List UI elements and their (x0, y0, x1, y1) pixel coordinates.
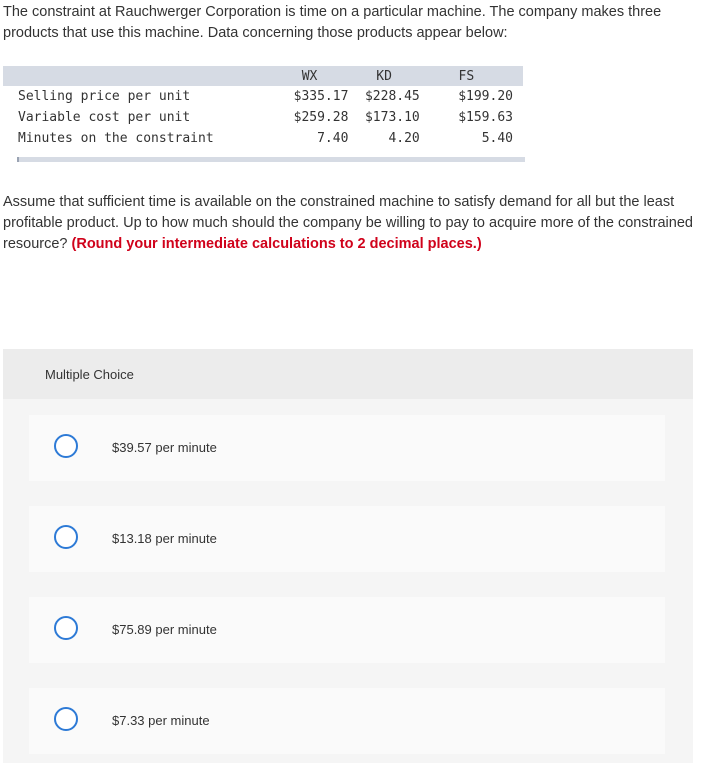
radio-button-icon[interactable] (54, 434, 78, 458)
row-label-minutes: Minutes on the constraint (18, 131, 214, 146)
table-header-kd: KD (376, 68, 392, 84)
table-header-blank (3, 66, 271, 86)
multiple-choice-header (3, 349, 693, 399)
answer-option-2[interactable] (29, 506, 665, 572)
answer-option-1[interactable] (29, 415, 665, 481)
cell-value: $335.17 (293, 89, 349, 104)
answer-option-label: $39.57 per minute (112, 440, 217, 455)
cell-value: 4.20 (388, 131, 420, 146)
answer-option-label: $13.18 per minute (112, 531, 217, 546)
product-data-table (3, 66, 523, 149)
table-row (3, 128, 523, 149)
cell-value: 5.40 (481, 131, 513, 146)
answer-option-label: $7.33 per minute (112, 713, 210, 728)
answer-option-3[interactable] (29, 597, 665, 663)
cell-value: $199.20 (458, 89, 513, 104)
problem-intro: The constraint at Rauchwerger Corporation is time on a particular machine. The company makes three products that use this machine. Data concerning those products appear below: (3, 4, 662, 41)
cell-value: $173.10 (364, 110, 420, 125)
answer-option-label: $75.89 per minute (112, 622, 217, 637)
cell-value: 7.40 (317, 131, 349, 146)
table-header-fs: FS (458, 68, 475, 84)
multiple-choice-panel (3, 349, 693, 763)
question-text (3, 192, 693, 255)
radio-button-icon[interactable] (54, 616, 78, 640)
radio-button-icon[interactable] (54, 707, 78, 731)
radio-button-icon[interactable] (54, 525, 78, 549)
table-row (3, 86, 523, 107)
table-row (3, 107, 523, 128)
table-bottom-rule (17, 157, 525, 162)
table-header-row (3, 66, 523, 86)
question-body: Assume that sufficient time is available on the constrained machine to satisfy demand for all but the least profitable product. Up to how much should the company be willing to pay to acquire more of the constrained resource? (3, 194, 693, 252)
answer-option-4[interactable] (29, 688, 665, 754)
rounding-instruction: (Round your intermediate calculations to 2 decimal places.) (71, 236, 482, 252)
table-header-wx: WX (301, 68, 318, 84)
cell-value: $259.28 (293, 110, 349, 125)
cell-value: $159.63 (458, 110, 513, 125)
row-label-variable-cost: Variable cost per unit (18, 110, 191, 125)
cell-value: $228.45 (364, 89, 420, 104)
row-label-selling-price: Selling price per unit (18, 89, 191, 104)
multiple-choice-title: Multiple Choice (45, 367, 134, 382)
